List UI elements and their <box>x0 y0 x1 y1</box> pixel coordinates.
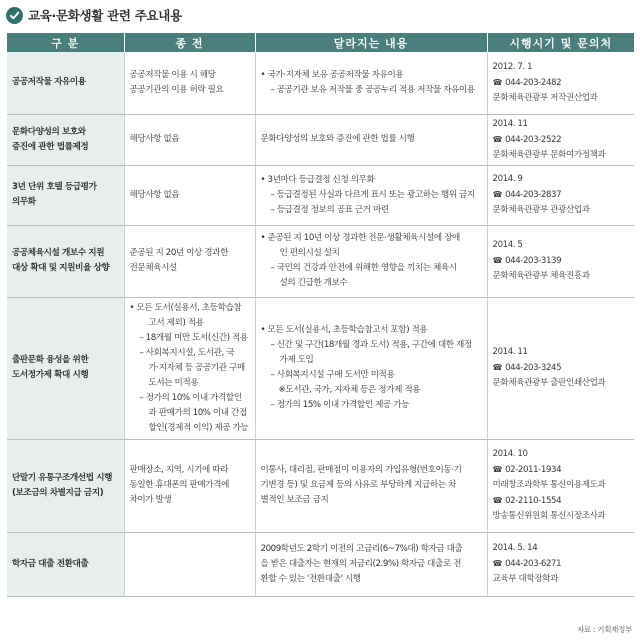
row-date-contact-cell <box>487 532 634 596</box>
page-title: 교육·문화생활 관련 주요내용 <box>28 8 182 23</box>
after-line: – 국민의 건강과 안전에 위해한 영향을 끼치는 체육시 <box>270 263 457 273</box>
before-line: 공공저작물 이용 시 해당 <box>129 69 216 80</box>
row-before-cell <box>124 297 255 439</box>
contact-office: 문화체육관광부 출판인쇄산업과 <box>492 378 606 388</box>
phone-icon: ☎ <box>492 190 503 199</box>
contact-office: 문화체육관광부 체육진흥과 <box>492 271 590 281</box>
after-line: 을 받은 대출자는 현재의 저금리(2.9%) 학자금 대출로 전 <box>260 558 461 569</box>
effective-date: 2014. 5. 14 <box>492 543 538 553</box>
row-date-contact-cell <box>487 114 634 165</box>
category-line: 학자금 대출 전환대출 <box>12 558 89 569</box>
table-row <box>7 297 634 439</box>
before-line: 준공된 지 20년 이상 경과한 <box>129 248 228 258</box>
effective-date: 2014. 10 <box>492 449 528 459</box>
phone-line <box>493 360 630 376</box>
before-line: 가·지자체 등 공공기관 구매 <box>148 362 245 373</box>
after-line: – 정가의 15% 이내 가격할인 제공 가능 <box>270 400 410 410</box>
row-category-cell <box>7 297 124 439</box>
header-before: 종 전 <box>124 33 255 52</box>
info-table <box>7 33 634 597</box>
table-row <box>7 165 634 225</box>
phone-icon: ☎ <box>492 496 503 505</box>
phone-number: 044-203-6271 <box>505 559 562 569</box>
header-changes: 달라지는 내용 <box>255 33 487 52</box>
row-date-contact-cell <box>487 225 634 297</box>
category-line: 공공저작물 자유이용 <box>12 77 86 88</box>
source-note: 자료 : 기획재정부 <box>576 625 632 634</box>
phone-line <box>493 75 630 91</box>
before-line: 해당사항 없음 <box>129 189 180 200</box>
effective-date: 2014. 9 <box>492 174 523 184</box>
after-line: – 신간 및 구간(18개월 경과 도서) 적용, 구간에 대한 재정 <box>270 340 472 350</box>
before-line: 공공기관의 이용 허락 필요 <box>129 84 224 95</box>
before-line: 차이가 발생 <box>129 495 172 505</box>
after-line: 환할 수 있는 '전환대출' 시행 <box>260 573 361 584</box>
contact-office: 문화체육관광부 관광산업과 <box>492 205 590 215</box>
table-row <box>7 225 634 297</box>
after-line: ※도서관, 국가, 지자체 등은 정가제 적용 <box>278 385 421 395</box>
row-date-contact-cell <box>487 439 634 532</box>
table-row <box>7 114 634 165</box>
after-line: 2009학년도 2학기 이전의 고금리(6~7%대) 학자금 대출 <box>260 543 463 554</box>
row-after-cell <box>255 225 487 297</box>
contact-office: 교육부 대학장학과 <box>492 574 559 584</box>
category-line: 단말기 유통구조개선법 시행 <box>12 472 113 483</box>
row-after-cell <box>255 532 487 596</box>
row-before-cell <box>124 439 255 532</box>
row-before-cell <box>124 225 255 297</box>
phone-line <box>493 187 630 203</box>
category-line: 증진에 관한 법률제정 <box>12 141 89 152</box>
phone-number: 044-203-2482 <box>505 77 562 88</box>
after-line: 이통사, 대리점, 판매점이 이용자의 가입유형(번호이동·기 <box>260 465 462 475</box>
row-date-contact-cell <box>487 165 634 225</box>
effective-date: 2014. 5 <box>492 240 523 250</box>
row-category-cell <box>7 52 124 114</box>
category-line: 공공체육시설 개보수 지원 <box>12 248 105 258</box>
table-header-row <box>7 33 634 52</box>
contact-office: 문화체육관광부 문화여가정책과 <box>492 149 606 160</box>
row-after-cell <box>255 439 487 532</box>
row-before-cell <box>124 114 255 165</box>
category-line: 3년 단위 호텔 등급평가 <box>12 182 97 192</box>
before-line: – 18개월 미만 도서(신간) 적용 <box>139 332 248 343</box>
row-category-cell <box>7 225 124 297</box>
after-line: 설의 긴급한 개보수 <box>279 278 348 288</box>
header-category: 구 분 <box>7 33 124 52</box>
phone-number: 044-203-2837 <box>505 190 562 200</box>
check-circle-icon <box>6 7 23 24</box>
category-line: 도서정가제 확대 시행 <box>12 370 89 380</box>
row-before-cell <box>124 532 255 596</box>
phone-line <box>493 556 630 572</box>
phone-number: 044-203-3245 <box>505 363 562 373</box>
after-line: • 3년마다 등급결정 신청 의무화 <box>260 174 375 185</box>
after-line: 별적인 보조금 금지 <box>260 495 329 505</box>
phone-line <box>493 132 630 148</box>
after-line: • 준공된 지 10년 이상 경과한 전문·생활체육시설에 장애 <box>260 233 460 243</box>
after-line: – 사회복지시설 구매 도서만 미적용 <box>270 370 395 380</box>
effective-date: 2012. 7. 1 <box>492 61 533 72</box>
category-line: 의무화 <box>12 197 36 207</box>
category-line: 문화다양성의 보호와 <box>12 126 86 137</box>
table-row <box>7 532 634 596</box>
effective-date: 2014. 11 <box>492 118 528 129</box>
before-line: – 사회복지시설, 도서관, 국 <box>139 347 235 358</box>
table-row <box>7 439 634 532</box>
row-after-cell <box>255 297 487 439</box>
phone-icon: ☎ <box>492 77 503 87</box>
row-before-cell <box>124 52 255 114</box>
phone-number: 02-2110-1554 <box>505 496 562 506</box>
category-line: (보조금의 차별지급 금지) <box>12 487 104 498</box>
row-category-cell <box>7 439 124 532</box>
after-line: – 등급결정 정보의 공표 근거 마련 <box>270 204 389 215</box>
row-after-cell <box>255 165 487 225</box>
header-date-contact: 시행시기 및 문의처 <box>487 33 634 52</box>
before-line: 판매장소, 지역, 시기에 따라 <box>129 465 229 475</box>
contact-office: 문화체육관광부 저작권산업과 <box>492 92 598 103</box>
after-line: 기변경 등) 및 요금제 등의 사유로 부당하게 지급하는 차 <box>260 480 456 490</box>
row-before-cell <box>124 165 255 225</box>
row-after-cell <box>255 114 487 165</box>
after-line: – 공공기관 보유 저작물 중 공공누리 적용 저작물 자유이용 <box>270 84 475 95</box>
after-line: 가제 도입 <box>279 355 314 365</box>
phone-icon: ☎ <box>492 465 503 474</box>
phone-line <box>493 493 630 509</box>
contact-office: 미래창조과학부 통신이용제도과 <box>492 480 606 490</box>
phone-icon: ☎ <box>492 256 503 265</box>
phone-icon: ☎ <box>492 363 503 372</box>
row-date-contact-cell <box>487 52 634 114</box>
before-line: 동일한 휴대폰의 판매가격에 <box>129 480 229 490</box>
before-line: • 모든 도서(실용서, 초등학습참 <box>129 302 242 313</box>
table-row <box>7 52 634 114</box>
row-after-cell <box>255 52 487 114</box>
before-line: 고서 제외) 적용 <box>148 317 204 328</box>
category-line: 대상 확대 및 지원비율 상향 <box>12 263 110 273</box>
before-line: 도서는 미적용 <box>148 377 199 388</box>
phone-icon: ☎ <box>492 559 503 568</box>
row-category-cell <box>7 165 124 225</box>
before-line: 할인(경제적 이익) 제공 가능 <box>148 422 249 433</box>
phone-line <box>493 253 630 269</box>
effective-date: 2014. 11 <box>492 347 528 357</box>
category-line: 출판문화 융성을 위한 <box>12 355 89 365</box>
phone-line <box>493 462 630 478</box>
phone-number: 02-2011-1934 <box>505 465 562 475</box>
before-line: 전문체육시설 <box>129 263 177 273</box>
phone-icon: ☎ <box>492 134 503 144</box>
before-line: – 정가의 10% 이내 가격할인 <box>139 392 242 403</box>
before-line: 해당사항 없음 <box>129 134 180 144</box>
phone-number: 044-203-2522 <box>505 134 562 145</box>
row-category-cell <box>7 114 124 165</box>
title-bar <box>6 4 182 26</box>
before-line: 과 판매가의 10% 이내 간접 <box>148 407 247 418</box>
row-date-contact-cell <box>487 297 634 439</box>
after-line: • 모든 도서(실용서, 초등학습참고서 포함) 적용 <box>260 325 428 335</box>
after-line: 문화다양성의 보호와 증진에 관한 법률 시행 <box>260 134 415 144</box>
phone-number: 044-203-3139 <box>505 256 562 266</box>
after-line: • 국가·지자체 보유 공공저작물 자유이용 <box>260 69 404 80</box>
after-line: 인 편의시설 설치 <box>279 248 340 258</box>
after-line: – 등급결정된 사실과 다르게 표시 또는 광고하는 행위 금지 <box>270 189 475 200</box>
contact-office: 방송통신위원회 통신시장조사과 <box>492 511 606 521</box>
row-category-cell <box>7 532 124 596</box>
